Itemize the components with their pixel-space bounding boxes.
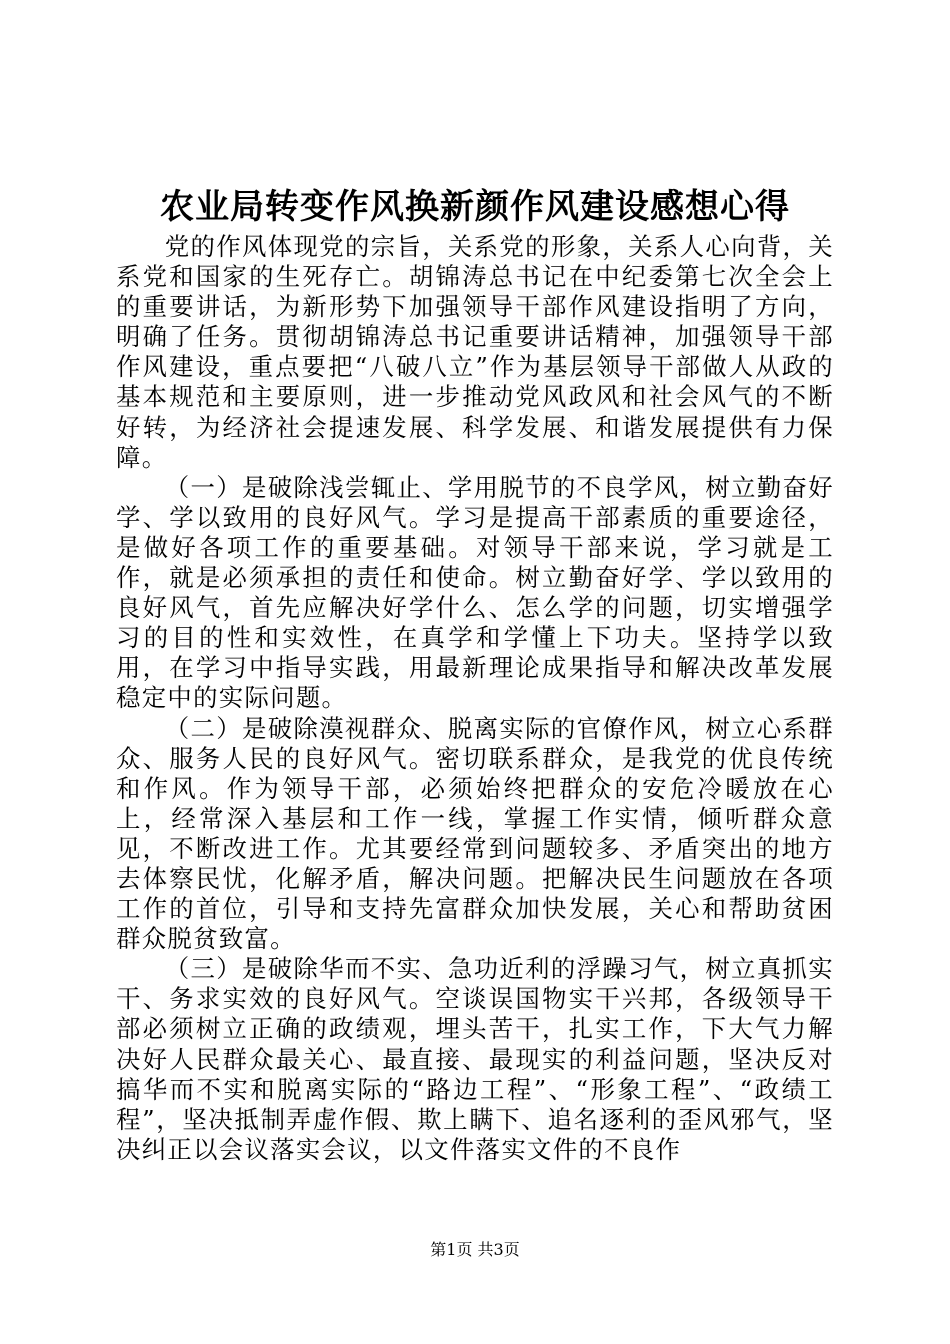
paragraph-section-1: （一）是破除浅尝辄止、学用脱节的不良学风，树立勤奋好学、学以致用的良好风气。学习是提高干部素质的重要途径，是做好各项工作的重要基础。对领导干部来说，学习就是工作，就是必须承担的责任和使命。树立勤奋好学、学以致用的良好风气，首先应解决好学什么、怎么学的问题，切实增强学习的目的性和实效性，在真学和学懂上下功夫。坚持学以致用，在学习中指导实践，用最新理论成果指导和解决改革发展稳定中的实际问题。 [116,472,834,713]
page-footer: 第1页 共3页 [430,1240,520,1259]
document-body [116,232,834,1165]
paragraph-section-3: （三）是破除华而不实、急功近利的浮躁习气，树立真抓实干、务求实效的良好风气。空谈误国物实干兴邦，各级领导干部必须树立正确的政绩观，埋头苦干，扎实工作，下大气力解决好人民群众最关心、最直接、最现实的利益问题，坚决反对搞华而不实和脱离实际的“路边工程”、“形象工程”、“政绩工程”，坚决抵制弄虚作假、欺上瞒下、追名逐利的歪风邪气，坚决纠正以会议落实会议，以文件落实文件的不良作 [116,954,834,1164]
document-title: 农业局转变作风换新颜作风建设感想心得 [160,187,790,227]
paragraph-section-2: （二）是破除漠视群众、脱离实际的官僚作风，树立心系群众、服务人民的良好风气。密切联系群众，是我党的优良传统和作风。作为领导干部，必须始终把群众的安危冷暖放在心上，经常深入基层和工作一线，掌握工作实情，倾听群众意见，不断改进工作。尤其要经常到问题较多、矛盾突出的地方去体察民忧，化解矛盾，解决问题。把解决民生问题放在各项工作的首位，引导和支持先富群众加快发展，关心和帮助贫困群众脱贫致富。 [116,713,834,954]
paragraph-intro: 党的作风体现党的宗旨，关系党的形象，关系人心向背，关系党和国家的生死存亡。胡锦涛总书记在中纪委第七次全会上的重要讲话，为新形势下加强领导干部作风建设指明了方向，明确了任务。贯彻胡锦涛总书记重要讲话精神，加强领导干部作风建设，重点要把“八破八立”作为基层领导干部做人从政的基本规范和主要原则，进一步推动党风政风和社会风气的不断好转，为经济社会提速发展、科学发展、和谐发展提供有力保障。 [116,232,834,472]
